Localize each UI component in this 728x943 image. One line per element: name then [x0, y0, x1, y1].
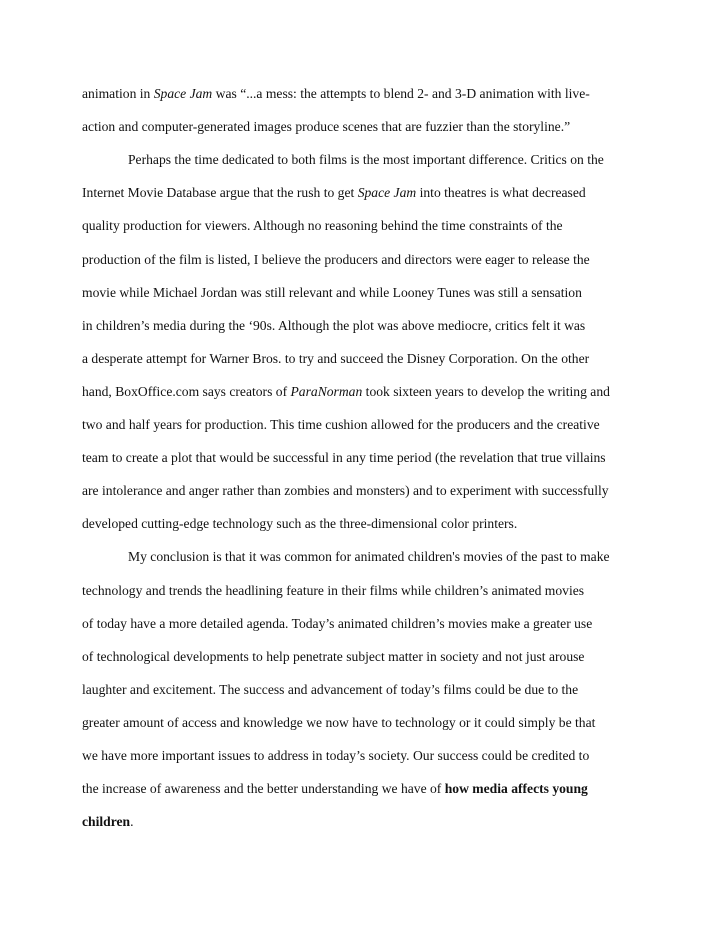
text-segment: developed cutting-edge technology such as the three-dimensional color printers.: [82, 516, 518, 532]
text-line: [82, 119, 570, 135]
text-segment: two and half years for production. This time cushion allowed for the producers and the creative: [82, 417, 600, 432]
text-line: [82, 86, 590, 102]
italic-title-text: Space Jam: [357, 185, 417, 201]
italic-title-text: ParaNorman: [290, 383, 363, 399]
text-segment: a desperate attempt for Warner Bros. to try and succeed the Disney Corporation. On the other: [82, 350, 590, 366]
text-line: [82, 516, 517, 532]
text-line: [82, 417, 600, 433]
text-segment: production of the film is listed, I believe the producers and directors were eager to release the: [82, 251, 590, 267]
text-segment: Perhaps the time dedicated to both films is the most important difference. Critics on the: [128, 152, 604, 168]
text-segment: into theatres is what decreased: [416, 185, 586, 201]
text-segment: laughter and excitement. The success and advancement of today’s films could be due to the: [82, 681, 579, 697]
text-segment: My conclusion is that it was common for animated children's movies of the past to make: [128, 549, 610, 565]
text-segment: movie while Michael Jordan was still relevant and while Looney Tunes was still a sensation: [82, 284, 582, 300]
text-line: [82, 384, 610, 400]
italic-title-text: Space Jam: [153, 86, 213, 101]
text-line: [82, 748, 589, 764]
text-line: [82, 252, 590, 268]
text-line: [82, 185, 586, 201]
text-line: [82, 285, 582, 301]
paragraph-first-line: [128, 152, 604, 168]
text-segment: .: [130, 814, 134, 830]
text-line: [82, 483, 609, 499]
text-line: [82, 351, 589, 367]
text-line: [82, 318, 585, 334]
text-line: [82, 616, 592, 632]
text-line: [82, 450, 606, 466]
text-line: [82, 682, 578, 698]
text-segment: are intolerance and anger rather than zombies and monsters) and to experiment with successfully: [82, 483, 609, 499]
text-segment: quality production for viewers. Although no reasoning behind the time constraints of the: [82, 218, 563, 234]
text-segment: the increase of awareness and the better understanding we have of: [82, 781, 445, 797]
text-line: [82, 781, 588, 797]
text-line: [82, 814, 134, 830]
text-segment: hand, BoxOffice.com says creators of: [82, 383, 291, 399]
text-segment: took sixteen years to develop the writing and: [362, 383, 610, 399]
paragraph-first-line: [128, 549, 610, 565]
text-segment: team to create a plot that would be successful in any time period (the revelation that true villains: [82, 450, 606, 466]
text-segment: was “...a mess: the attempts to blend 2- and 3-D animation with live-: [212, 86, 590, 101]
bold-text: how media affects young: [444, 781, 588, 797]
text-segment: Internet Movie Database argue that the rush to get: [82, 185, 358, 201]
text-line: [82, 218, 563, 234]
text-segment: technology and trends the headlining feature in their films while children’s animated movies: [82, 582, 585, 598]
text-segment: of today have a more detailed agenda. Today’s animated children’s movies make a greater use: [82, 615, 593, 631]
bold-text: children: [82, 814, 131, 830]
text-line: [82, 715, 595, 731]
text-line: [82, 583, 584, 599]
text-segment: we have more important issues to address in today’s society. Our success could be credited to: [82, 748, 590, 763]
text-segment: animation in: [82, 86, 154, 101]
text-segment: in children’s media during the ‘90s. Although the plot was above mediocre, critics felt it was: [82, 317, 586, 333]
text-segment: action and computer-generated images produce scenes that are fuzzier than the storyline.”: [82, 119, 571, 135]
text-line: [82, 649, 584, 665]
text-segment: of technological developments to help penetrate subject matter in society and not just arouse: [82, 648, 585, 664]
text-segment: greater amount of access and knowledge we now have to technology or it could simply be that: [82, 714, 596, 730]
